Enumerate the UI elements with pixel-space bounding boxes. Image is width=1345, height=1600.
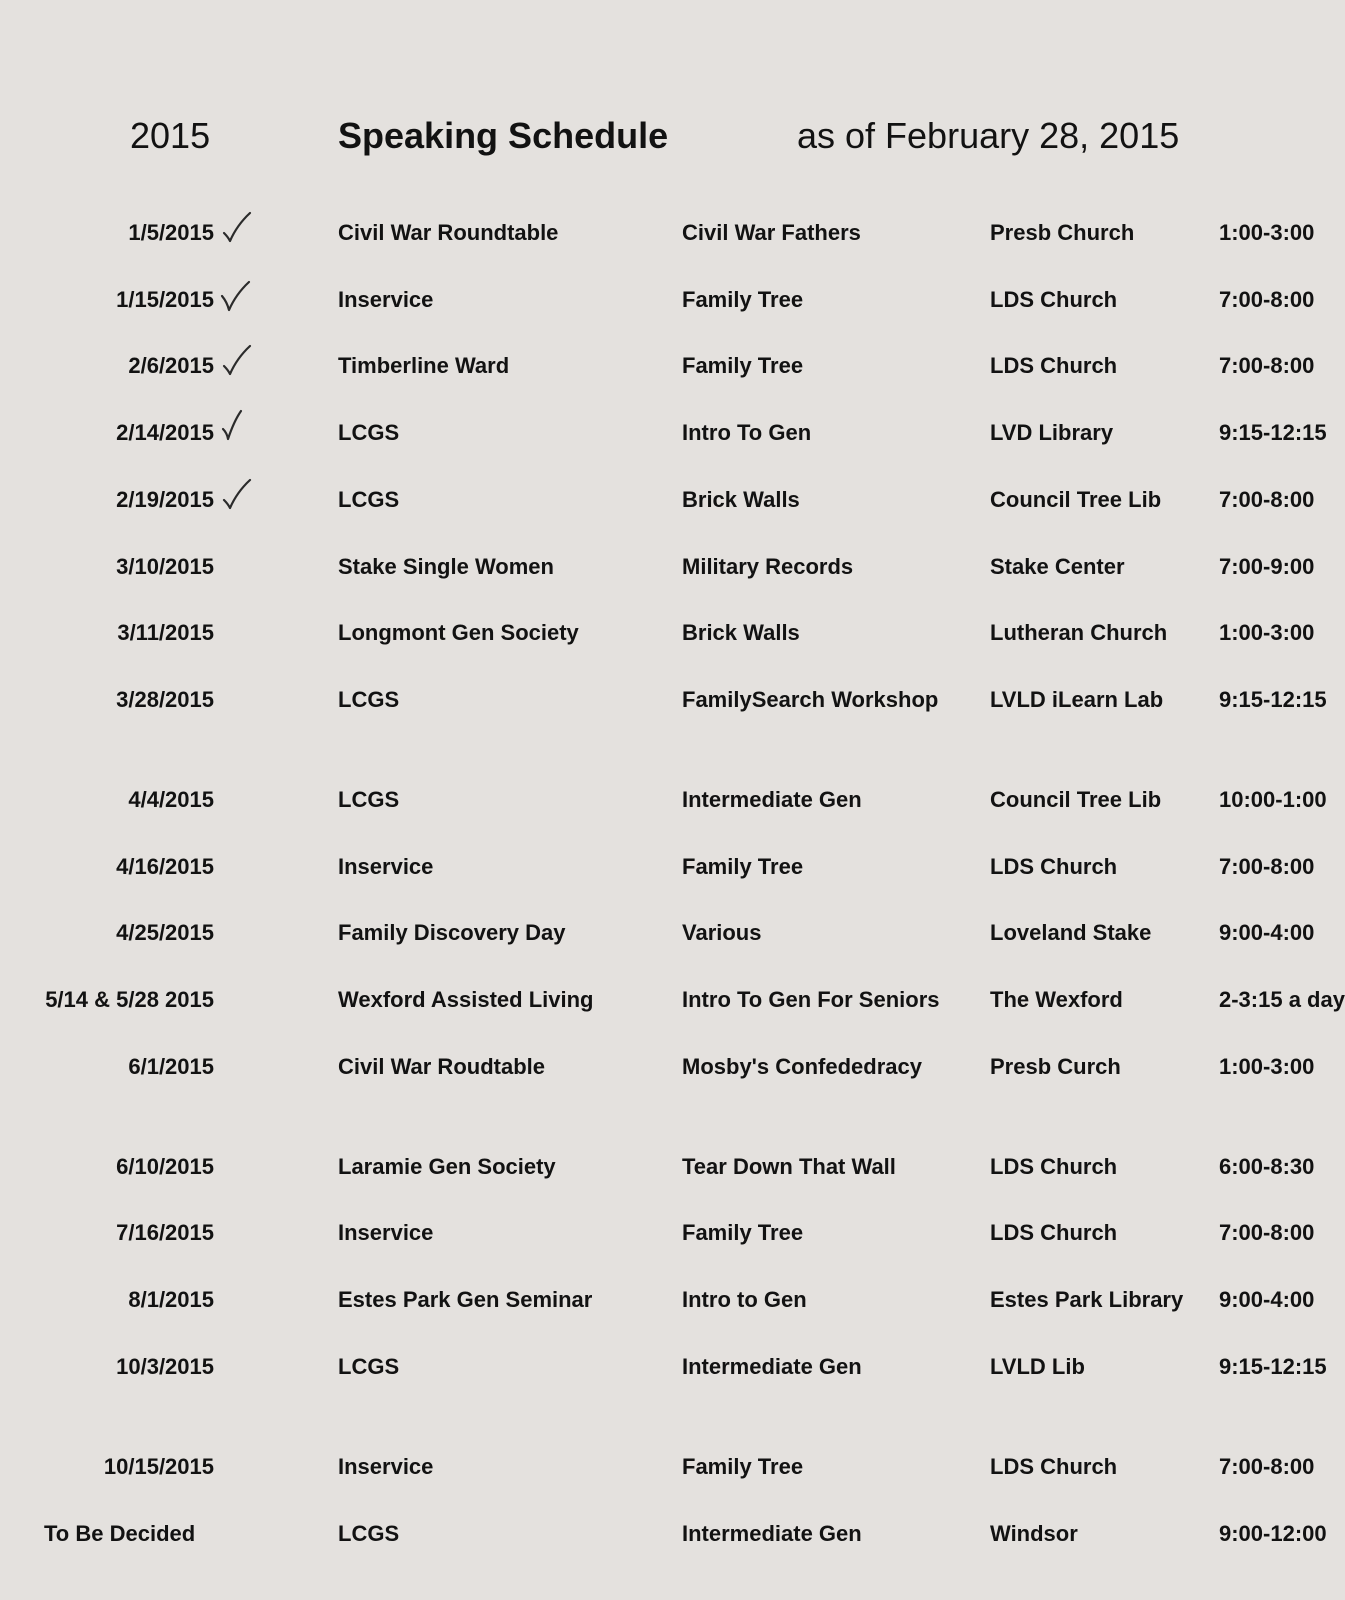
table-row (0, 613, 1324, 653)
row-topic: Family Tree (682, 854, 804, 879)
row-location: Council Tree Lib (990, 787, 1162, 812)
row-time: 9:15-12:15 (1219, 420, 1327, 445)
table-row (0, 1213, 1324, 1253)
row-date: To Be Decided (44, 1521, 196, 1546)
row-organization: Family Discovery Day (338, 920, 566, 945)
row-organization: Laramie Gen Society (338, 1154, 556, 1179)
row-location: LDS Church (990, 1154, 1118, 1179)
row-location: Stake Center (990, 554, 1125, 579)
row-organization: Civil War Roundtable (338, 220, 559, 245)
row-time: 6:00-8:30 (1219, 1154, 1315, 1179)
table-row (0, 1514, 1327, 1554)
row-date: 5/14 & 5/28 2015 (45, 987, 214, 1012)
checkmark-icon (219, 274, 253, 314)
row-organization: Inservice (338, 287, 434, 312)
row-organization: Civil War Roudtable (338, 1054, 545, 1079)
row-organization: LCGS (338, 1521, 400, 1546)
table-row (0, 1047, 1324, 1087)
row-time: 9:00-4:00 (1219, 920, 1315, 945)
row-topic: Mosby's Confededracy (682, 1054, 922, 1079)
row-date: 2/6/2015 (128, 353, 214, 378)
header-year: 2015 (130, 115, 211, 156)
row-topic: Family Tree (682, 1220, 804, 1245)
row-location: Council Tree Lib (990, 487, 1162, 512)
row-time: 1:00-3:00 (1219, 1054, 1315, 1079)
table-row (0, 780, 1327, 820)
row-time: 7:00-8:00 (1219, 287, 1315, 312)
row-time: 7:00-9:00 (1219, 554, 1315, 579)
row-location: LDS Church (990, 1454, 1118, 1479)
header-as-of-date: as of February 28, 2015 (797, 115, 1180, 156)
row-date: 8/1/2015 (128, 1287, 214, 1312)
row-organization: LCGS (338, 1354, 400, 1379)
row-topic: Intermediate Gen (682, 787, 862, 812)
row-topic: Various (682, 920, 762, 945)
row-organization: Inservice (338, 854, 434, 879)
row-location: The Wexford (990, 987, 1123, 1012)
row-location: LVLD Lib (990, 1354, 1085, 1379)
table-row (0, 547, 1324, 587)
row-time: 7:00-8:00 (1219, 487, 1315, 512)
row-location: Presb Church (990, 220, 1135, 245)
row-topic: Family Tree (682, 287, 804, 312)
checkmark-icon (219, 207, 253, 247)
row-date: 3/11/2015 (117, 620, 214, 645)
table-row (0, 980, 1345, 1020)
row-topic: Civil War Fathers (682, 220, 861, 245)
row-organization: LCGS (338, 420, 400, 445)
row-time: 9:15-12:15 (1219, 1354, 1327, 1379)
row-location: Presb Curch (990, 1054, 1121, 1079)
page-title: Speaking Schedule (338, 115, 669, 156)
row-date: 6/1/2015 (128, 1054, 214, 1079)
row-location: Lutheran Church (990, 620, 1168, 645)
row-time: 7:00-8:00 (1219, 353, 1315, 378)
row-date: 2/19/2015 (116, 487, 214, 512)
row-organization: Longmont Gen Society (338, 620, 579, 645)
row-time: 7:00-8:00 (1219, 1220, 1315, 1245)
row-topic: Intro To Gen For Seniors (682, 987, 940, 1012)
row-date: 7/16/2015 (116, 1220, 214, 1245)
checkmark-icon (219, 340, 253, 380)
row-time: 1:00-3:00 (1219, 620, 1315, 645)
row-topic: Intermediate Gen (682, 1354, 862, 1379)
row-organization: Timberline Ward (338, 353, 510, 378)
row-location: LVLD iLearn Lab (990, 687, 1164, 712)
row-time: 7:00-8:00 (1219, 1454, 1315, 1479)
row-date: 2/14/2015 (116, 420, 214, 445)
row-topic: Brick Walls (682, 620, 800, 645)
row-date: 4/4/2015 (128, 787, 214, 812)
row-topic: Intermediate Gen (682, 1521, 862, 1546)
row-time: 7:00-8:00 (1219, 854, 1315, 879)
row-time: 10:00-1:00 (1219, 787, 1327, 812)
row-time: 9:00-12:00 (1219, 1521, 1327, 1546)
row-date: 3/28/2015 (116, 687, 214, 712)
row-location: Loveland Stake (990, 920, 1152, 945)
row-organization: Wexford Assisted Living (338, 987, 594, 1012)
row-time: 9:15-12:15 (1219, 687, 1327, 712)
row-topic: Intro To Gen (682, 420, 812, 445)
row-organization: Estes Park Gen Seminar (338, 1287, 593, 1312)
row-organization: LCGS (338, 787, 400, 812)
table-row (0, 413, 1327, 453)
row-date: 1/15/2015 (116, 287, 214, 312)
row-location: LDS Church (990, 854, 1118, 879)
row-topic: Family Tree (682, 353, 804, 378)
row-topic: Intro to Gen (682, 1287, 807, 1312)
row-date: 3/10/2015 (116, 554, 214, 579)
row-topic: Military Records (682, 554, 854, 579)
table-row (0, 480, 1324, 520)
row-location: LDS Church (990, 287, 1118, 312)
row-date: 6/10/2015 (116, 1154, 214, 1179)
row-organization: Stake Single Women (338, 554, 554, 579)
table-row (0, 1347, 1327, 1387)
row-location: Windsor (990, 1521, 1078, 1546)
row-location: LVD Library (990, 420, 1114, 445)
row-date: 4/16/2015 (116, 854, 214, 879)
row-topic: Tear Down That Wall (682, 1154, 896, 1179)
row-date: 4/25/2015 (116, 920, 214, 945)
checkmark-icon (219, 407, 253, 447)
table-row (0, 280, 1324, 320)
row-topic: FamilySearch Workshop (682, 687, 939, 712)
row-time: 9:00-4:00 (1219, 1287, 1315, 1312)
table-row (0, 346, 1324, 386)
row-organization: Inservice (338, 1454, 434, 1479)
row-topic: Brick Walls (682, 487, 800, 512)
row-organization: Inservice (338, 1220, 434, 1245)
row-date: 10/15/2015 (103, 1454, 214, 1479)
row-organization: LCGS (338, 687, 400, 712)
table-row (0, 1447, 1324, 1487)
row-organization: LCGS (338, 487, 400, 512)
row-time: 1:00-3:00 (1219, 220, 1315, 245)
table-row (0, 847, 1324, 887)
row-location: LDS Church (990, 353, 1118, 378)
table-row (0, 913, 1324, 953)
row-time: 2-3:15 a day (1219, 987, 1345, 1012)
row-date: 1/5/2015 (128, 220, 214, 245)
row-location: Estes Park Library (990, 1287, 1184, 1312)
row-location: LDS Church (990, 1220, 1118, 1245)
row-date: 10/3/2015 (116, 1354, 214, 1379)
table-row (0, 1147, 1324, 1187)
table-row (0, 680, 1327, 720)
row-topic: Family Tree (682, 1454, 804, 1479)
table-row (0, 1280, 1324, 1320)
table-row (0, 213, 1324, 253)
checkmark-icon (219, 474, 253, 514)
